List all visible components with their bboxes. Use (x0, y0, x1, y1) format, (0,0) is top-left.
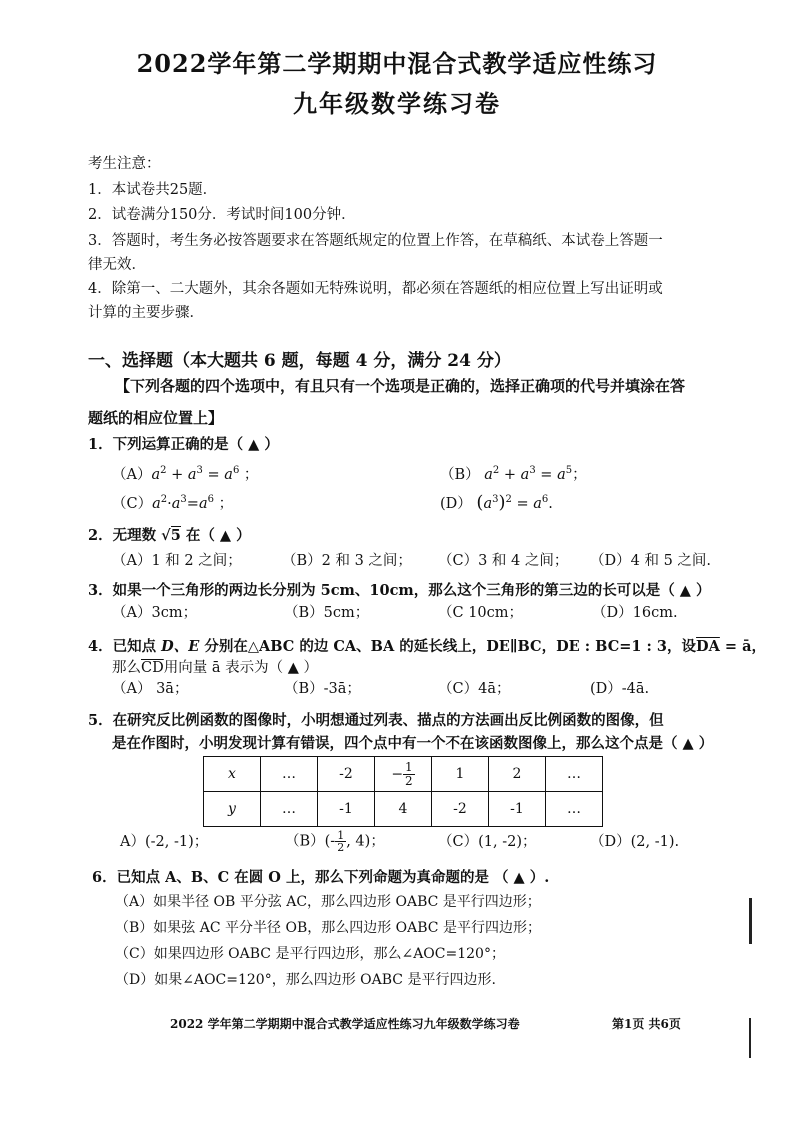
q1-option-d-expr: $(a^3)^2 = a^6$. (476, 491, 553, 513)
exam-title: 2022学年第二学期期中混合式教学适应性练习 (136, 49, 658, 78)
q5-stem-line-2: 是在作图时，小明发现计算有错误，四个点中有一个不在该函数图像上，那么这个点是（ ▲ ） (112, 735, 714, 752)
q3-option-d: （D）16cm. (592, 605, 678, 621)
page-number: 第1页 共6页 (612, 1017, 681, 1031)
q3-option-a: （A）3cm； (112, 605, 198, 621)
q1-option-b (440, 461, 587, 485)
q4-option-b: （B）-3ā； (284, 681, 361, 697)
q4-line1-prefix: 4．已知点 (88, 638, 162, 655)
q4-option-d: (D）-4ā. (590, 681, 650, 697)
table-cell: 4 (375, 792, 432, 827)
notice-item-3-cont: 律无效． (88, 257, 146, 273)
q2-stem (88, 526, 251, 546)
section-1-instruction: 【下列各题的四个选项中，有且只有一个选项是正确的，选择正确项的代号并填涂在答 (115, 377, 686, 395)
vector-da: $\overline{DA}$ (696, 638, 720, 655)
q1-option-a-expr: $a^2 + a^3 = a^6$ ； (151, 465, 259, 483)
q2-option-c: （C）3 和 4 之间； (438, 553, 569, 569)
q2-stem-suffix: 在（ ▲ ） (185, 527, 251, 544)
notice-item-2: 2．试卷满分150分．考试时间100分钟． (88, 207, 356, 223)
q6-option-d: （D）如果∠AOC=120°，那么四边形 OABC 是平行四边形. (115, 972, 496, 988)
notice-item-1: 1．本试卷共25题． (88, 182, 218, 198)
q1-option-b-expr: $a^2 + a^3 = a^5$； (484, 465, 587, 483)
q5-option-a: A）(-2, -1)； (120, 834, 209, 850)
q2-stem-prefix: 2．无理数 (88, 527, 157, 544)
exam-subtitle: 九年级数学练习卷 (293, 89, 501, 118)
q2-sqrt-value: 5 (170, 527, 181, 544)
q6-option-a: （A）如果半径 OB 平分弦 AC，那么四边形 OABC 是平行四边形； (115, 894, 541, 910)
notice-item-4-cont: 计算的主要步骤． (88, 305, 204, 321)
q4-stem-line-2 (112, 658, 318, 678)
q1-option-d (440, 490, 553, 514)
table-cell: … (546, 792, 603, 827)
q1-option-a-label: （A） (112, 466, 152, 483)
table-cell: … (546, 757, 603, 792)
table-row-x (204, 757, 603, 792)
table-cell: x (204, 757, 261, 792)
scan-mark (749, 1018, 751, 1058)
q4-option-a: （A） 3ā； (112, 681, 189, 697)
q5-stem-line-1: 5．在研究反比例函数的图像时，小明想通过列表、描点的方法画出反比例函数的图像，但 (88, 712, 664, 729)
table-cell: 1 (432, 757, 489, 792)
q1-option-b-label: （B） (440, 466, 480, 483)
q4-line1-eq: = ā， (719, 638, 767, 655)
q5-value-table (203, 756, 603, 827)
q4-line2-prefix: 那么 (112, 660, 141, 676)
q3-stem: 3．如果一个三角形的两边长分别为 5cm、10cm，那么这个三角形的第三边的长可以是（ ▲ ） (88, 582, 711, 599)
notice-heading: 考生注意： (88, 156, 161, 172)
section-1-title: 一、选择题（本大题共 6 题，每题 4 分，满分 24 分） (88, 351, 511, 371)
table-cell: … (261, 757, 318, 792)
q5-option-d: （D）(2, -1). (590, 834, 680, 850)
section-1-instruction-cont: 题纸的相应位置上】 (88, 409, 224, 427)
scan-mark (749, 898, 752, 944)
table-cell: -2 (318, 757, 375, 792)
table-cell: y (204, 792, 261, 827)
table-cell: -2 (432, 792, 489, 827)
q1-option-c-expr: $a^2\cdot a^3=a^6$ ； (152, 494, 234, 512)
vector-cd: $\overline{CD}$ (141, 660, 164, 676)
q4-line1-points: D、E (161, 638, 200, 655)
q1-option-c (112, 490, 233, 514)
table-cell: 2 (489, 757, 546, 792)
q4-option-c: （C）4ā； (438, 681, 511, 697)
q4-stem-line-1 (88, 637, 766, 657)
q5-option-b: （B）(- $\frac{1}{2}$ , 4)； (285, 829, 385, 854)
table-cell: -1 (489, 792, 546, 827)
q4-line2-rest: 用向量 ā 表示为（ ▲ ） (163, 660, 318, 676)
q2-option-d: （D）4 和 5 之间. (590, 553, 712, 569)
q6-option-b: （B）如果弦 AC 平分半径 OB，那么四边形 OABC 是平行四边形； (115, 920, 541, 936)
q1-option-a (112, 461, 258, 485)
sqrt-icon: √ (161, 527, 171, 544)
q3-option-c: （C 10cm； (438, 605, 524, 621)
notice-item-3: 3．答题时，考生务必按答题要求在答题纸规定的位置上作答，在草稿纸、本试卷上答题一 (88, 233, 663, 249)
q2-option-a: （A）1 和 2 之间； (112, 553, 242, 569)
q1-option-c-label: （C） (112, 495, 153, 512)
notice-item-4: 4．除第一、二大题外，其余各题如无特殊说明，都必须在答题纸的相应位置上写出证明或 (88, 281, 663, 297)
q5-option-c: （C）(1, -2)； (438, 834, 537, 850)
q6-option-c: （C）如果四边形 OABC 是平行四边形，那么∠AOC=120°； (115, 946, 505, 962)
table-row-y (204, 792, 603, 827)
q1-stem: 1．下列运算正确的是（ ▲ ） (88, 436, 279, 453)
table-cell: -1 (318, 792, 375, 827)
q1-option-d-label: (D） (440, 495, 472, 512)
table-cell-fraction: − $\frac{1}{2}$ (375, 757, 432, 792)
q2-option-b: （B）2 和 3 之间； (282, 553, 412, 569)
q6-stem: 6．已知点 A、B、C 在圆 O 上，那么下列命题为真命题的是 （ ▲ ）. (92, 869, 550, 886)
table-cell: … (261, 792, 318, 827)
q4-line1-rest: 分别在△ABC 的边 CA、BA 的延长线上，DE∥BC，DE : BC=1 : 3，设 (199, 638, 697, 655)
q3-option-b: （B）5cm； (284, 605, 370, 621)
page-footer-title: 2022 学年第二学期期中混合式教学适应性练习九年级数学练习卷 (170, 1017, 520, 1031)
